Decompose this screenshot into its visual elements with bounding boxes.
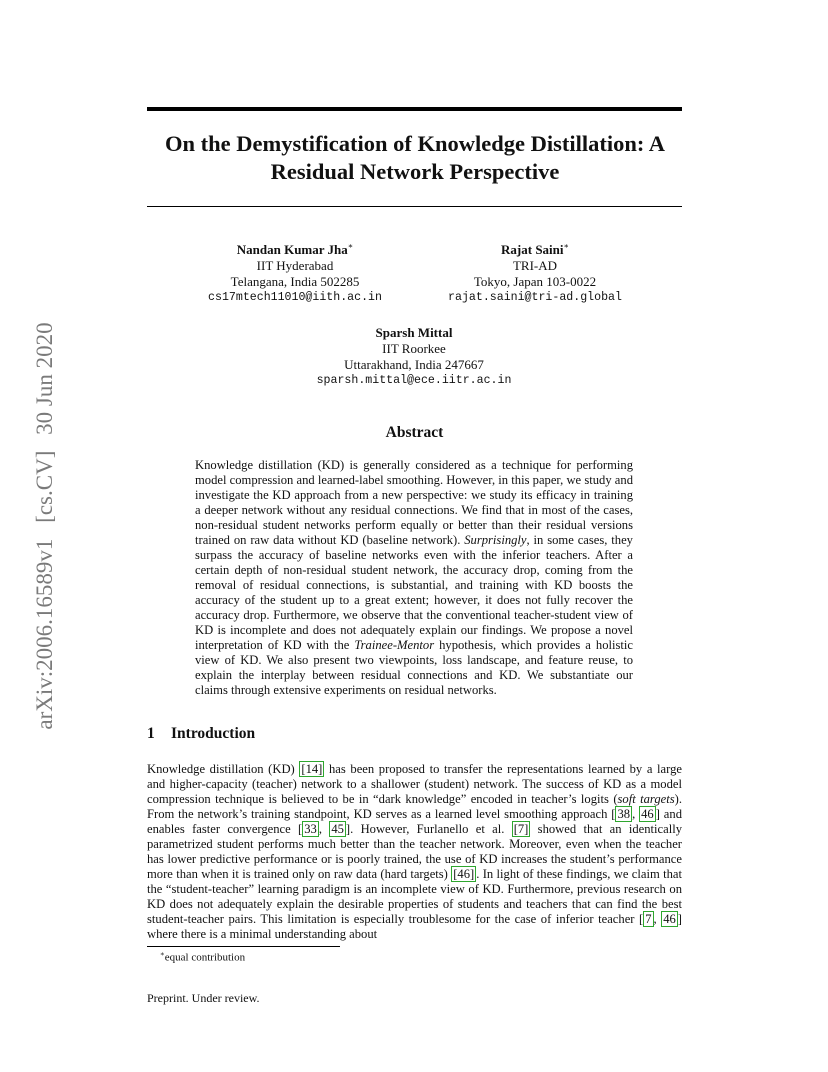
footnote-mark: ∗ bbox=[160, 950, 165, 958]
citation-link[interactable]: 38 bbox=[617, 807, 631, 821]
equal-contribution-mark: ∗ bbox=[347, 241, 354, 251]
citation-link[interactable]: 46 bbox=[641, 807, 654, 821]
arxiv-stamp bbox=[32, 317, 58, 734]
citation-link[interactable]: [46] bbox=[453, 867, 475, 881]
author-location: Tokyo, Japan 103-0022 bbox=[473, 274, 597, 289]
author-affiliation: IIT Hyderabad bbox=[256, 258, 334, 273]
author-name: Rajat Saini∗ bbox=[501, 241, 569, 257]
citation-link[interactable]: 46 bbox=[663, 912, 676, 926]
title-line-2: Residual Network Perspective bbox=[270, 159, 560, 184]
title-line-1: On the Demystification of Knowledge Distillation: A bbox=[165, 131, 665, 156]
author-name: Nandan Kumar Jha∗ bbox=[236, 241, 354, 257]
arxiv-id: arXiv:2006.16589v1 bbox=[32, 538, 57, 730]
paper-title bbox=[120, 130, 710, 186]
author-email: rajat.saini@tri-ad.global bbox=[448, 291, 622, 304]
author-affiliation: TRI-AD bbox=[512, 258, 558, 273]
abstract-text: Knowledge distillation (KD) is generally considered as a technique for performing model compression and learned-label smoothing. However, in this paper, we study and investigate the KD approach from a new perspective: we study its efficacy in training a deeper network without any residual connections. We find that in most of the cases, non-residual student networks perform equally or better than their residual versions trained on raw data without KD (baseline network). Surprisingly, in some cases, they surpass the accuracy of baseline networks even with the inferior teachers. After a certain depth of non-residual student network, the accuracy drop, coming from the removal of residual connections, is substantial, and training with KD boosts the accuracy of the student up to a great extent; however, it does not fully recover the accuracy drop. Furthermore, we observe that the conventional teacher-student view of KD is incomplete and does not adequately explain our findings. We propose a novel interpretation of KD with the Trainee-Mentor hypothesis, which provides a holistic view of KD. We also present two viewpoints, loss landscape, and feature reuse, to explain the interplay between residual connections and KD. We substantiate our claims through extensive experiments on residual networks. bbox=[195, 458, 633, 697]
section-number: 1 bbox=[147, 725, 155, 742]
citation-link[interactable]: 45 bbox=[331, 822, 344, 836]
footnote bbox=[160, 950, 245, 964]
author-name: Sparsh Mittal bbox=[375, 325, 453, 340]
citation-link[interactable]: 7 bbox=[645, 912, 652, 926]
author-block bbox=[415, 242, 655, 306]
author-block bbox=[294, 325, 534, 389]
author-affiliation: IIT Roorkee bbox=[382, 341, 446, 356]
author-email: cs17mtech11010@iith.ac.in bbox=[208, 291, 382, 304]
section-heading bbox=[147, 725, 255, 743]
preprint-notice: Preprint. Under review. bbox=[147, 991, 260, 1005]
arxiv-date: 30 Jun 2020 bbox=[32, 322, 57, 435]
citation-link[interactable]: [7] bbox=[513, 822, 529, 836]
equal-contribution-mark: ∗ bbox=[563, 241, 569, 251]
section-title: Introduction bbox=[171, 725, 256, 742]
footnote-text: equal contribution bbox=[164, 951, 246, 964]
author-location: Uttarakhand, India 247667 bbox=[344, 357, 484, 372]
citation-link[interactable]: 33 bbox=[304, 822, 317, 836]
footnote-rule bbox=[147, 946, 340, 947]
author-email: sparsh.mittal@ece.iitr.ac.in bbox=[316, 374, 512, 387]
author-block bbox=[175, 242, 415, 306]
title-bottom-rule bbox=[147, 206, 682, 207]
title-top-rule bbox=[147, 107, 682, 111]
abstract-heading: Abstract bbox=[385, 424, 444, 441]
author-location: Telangana, India 502285 bbox=[230, 274, 360, 289]
introduction-text: Knowledge distillation (KD) [14] has been proposed to transfer the representations learned by a large and higher-capacity (teacher) network to a shallower (student) network. The success of KD as a model compression technique is believed to be in “dark knowledge” encoded in teacher’s logits (soft targets). From the network’s training standpoint, KD serves as a learned level smoothing approach [ 38 , 46 ] and enables faster convergence [ 33 , 45 ]. However, Furlanello et al. [7] showed that an identically parametrized student performs much better than the teacher network. Moreover, even when the teacher has lower predictive performance or is poorly trained, the use of KD increases the student’s performance more than when it is trained only on raw data (hard targets) [46] . In light of these findings, we claim that the “student-teacher” learning paradigm is an incomplete view of KD. Furthermore, previous research on KD does not adequately explain the desirable properties of students and teachers that can find the best student-teacher pairs. This limitation is especially troublesome for the case of inferior teacher [ 7 , 46 ] where there is a minimal understanding about bbox=[147, 762, 683, 941]
citation-link[interactable]: [14] bbox=[301, 762, 323, 776]
arxiv-category: [cs.CV] bbox=[32, 450, 57, 523]
